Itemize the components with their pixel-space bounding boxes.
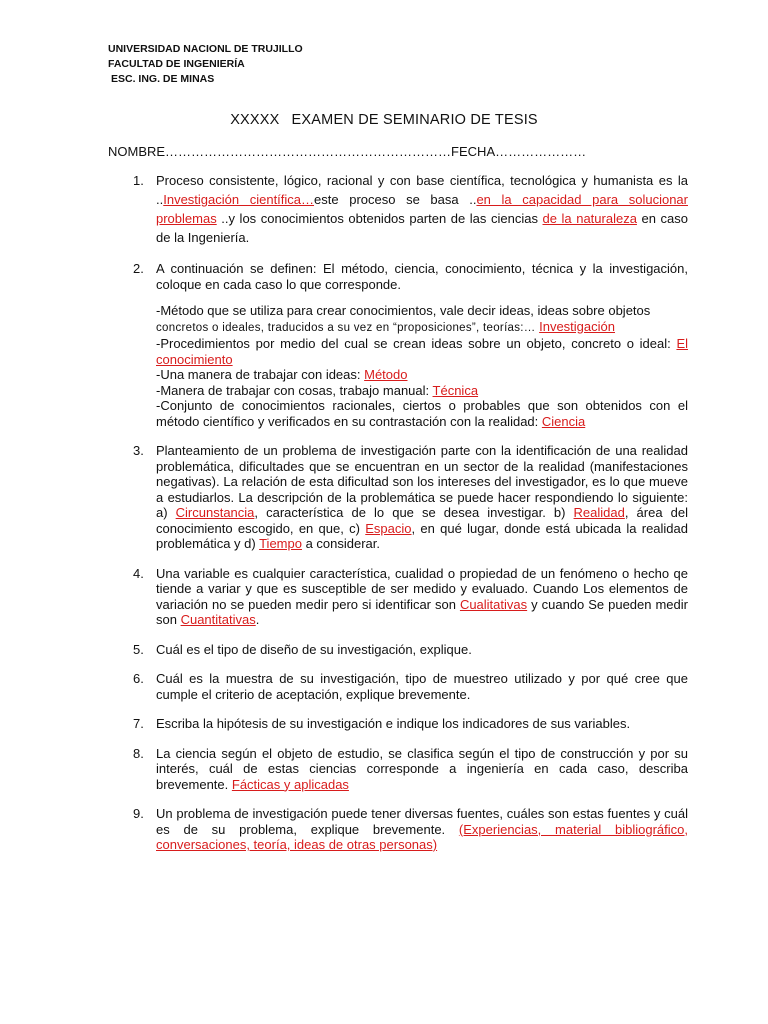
definition-cosas: -Manera de trabajar con cosas, trabajo manual: Técnica [156,382,479,398]
answer-realidad: Realidad [573,505,625,520]
answer-espacio: Espacio [365,520,412,536]
answer-ciencia: Ciencia [541,413,586,429]
question-number: 9. [133,806,144,821]
answer-capacidad-solucionar: en la capacidad para solucionar problemas [156,192,688,226]
exam-code: XXXXX [230,112,280,128]
answer-investigacion: Investigación [539,318,615,334]
question-list [108,171,688,867]
definition-ideas: -Una manera de trabajar con ideas: Método [156,367,408,382]
definition-metodo-crear: -Método que se utiliza para crear conocimientos, vale decir ideas, ideas sobre objetos concretos o ideales, traducidos a su vez en “proposiciones”, teorías:… Investigación [156,303,651,334]
name-date-line: NOMBRE…………………………………………………………FECHA………………… [108,144,587,159]
question-8: 8. La ciencia según el objeto de estudio, se clasifica según el tipo de construcción y por su interés, cuál de estas ciencias corresponde a ingeniería en cada caso, describa brevemente. Fácticas y aplicadas [133,745,688,792]
answer-conocimiento: El conocimiento [156,336,688,367]
institution-header [108,42,303,87]
definition-conjunto: -Conjunto de conocimientos racionales, ciertos o probables que son obtenidos con el método científico y verificados en su contrastación con la realidad: Ciencia [156,398,688,429]
answer-facticas-aplicadas: Fácticas y aplicadas [231,776,349,792]
question-2 [108,261,688,429]
question-number: 3. [133,443,144,458]
question-number: 2. [133,261,144,276]
answer-circunstancia: Circunstancia [175,505,255,520]
definition-procedimientos: -Procedimientos por medio del cual se crean ideas sobre un objeto, concreto o ideal: El conocimiento [156,336,688,367]
question-4: 4. Una variable es cualquier característica, cualidad o propiedad de un fenómeno o hecho qe tiende a variar y que es susceptible de ser medido y evaluado. Cuando Los elementos de variación no se pueden medir pero si identificar son Cualitativas y cuando Se pueden medir son Cuantitativas. [133,565,688,627]
question-number: 1. [133,173,144,188]
answer-metodo: Método [364,367,408,382]
question-6: 6. Cuál es la muestra de su investigación, tipo de muestreo utilizado y por qué cree que cumple el criterio de aceptación, explique brevemente. [133,671,688,702]
question-number: 6. [133,671,144,686]
exam-title-text: EXAMEN DE SEMINARIO DE TESIS [291,112,538,128]
university-name: UNIVERSIDAD NACIONL DE TRUJILLO [108,43,303,55]
exam-title [0,112,768,128]
faculty-name: FACULTAD DE INGENIERÍA [108,58,245,70]
question-7: 7. Escriba la hipótesis de su investigación e indique los indicadores de sus variables. [133,716,631,731]
answer-tiempo: Tiempo [259,536,302,551]
question-number: 7. [133,716,144,731]
question-2-intro: A continuación se definen: El método, ciencia, conocimiento, técnica y la investigación, coloque en cada caso lo que corresponde. [156,261,688,292]
question-number: 4. [133,565,144,581]
question-number: 5. [133,641,144,657]
question-1: 1. Proceso consistente, lógico, racional y con base científica, tecnológica y humanista es la ..Investigación científica…este proceso se basa ..en la capacidad para solucionar problemas ..y los conocimientos obtenidos parten de las ciencias de la naturaleza en caso de la Ingeniería. [133,173,688,245]
question-9: 9. Un problema de investigación puede tener diversas fuentes, cuáles son estas fuentes y cuál es de su problema, explique brevemente. (Experiencias, material bibliográfico, conversaciones, teoría, ideas de otras personas) [133,806,689,852]
answer-fuentes: (Experiencias, material bibliográfico, conversaciones, teoría, ideas de otras personas) [156,821,689,852]
answer-investigacion-cientifica: Investigación científica… [163,192,315,207]
question-5: 5. Cuál es el tipo de diseño de su investigación, explique. [133,641,472,657]
answer-tecnica: Técnica [432,382,479,398]
answer-cuantitativas: Cuantitativas [180,612,256,627]
school-name: ESC. ING. DE MINAS [111,73,215,85]
answer-cualitativas: Cualitativas [459,596,528,612]
question-number: 8. [133,745,144,761]
question-3: 3. Planteamiento de un problema de investigación parte con la identificación de una realidad problemática, dificultades que se encuentran en un sector de la realidad (manifestaciones negativas). La relación de esta dificultad son los intereses del investigador, es lo que mueve a estudiarlos. La descripción de la problemática se puede hacer respondiendo lo siguiente: a) Circunstancia, característica de lo que se desea investigar. b) Realidad, área del conocimiento escogido, en que, c) Espacio, en qué lugar, donde está ubicada la realidad problemática y d) Tiempo a considerar. [133,443,688,551]
answer-naturaleza: de la naturaleza [542,211,637,226]
